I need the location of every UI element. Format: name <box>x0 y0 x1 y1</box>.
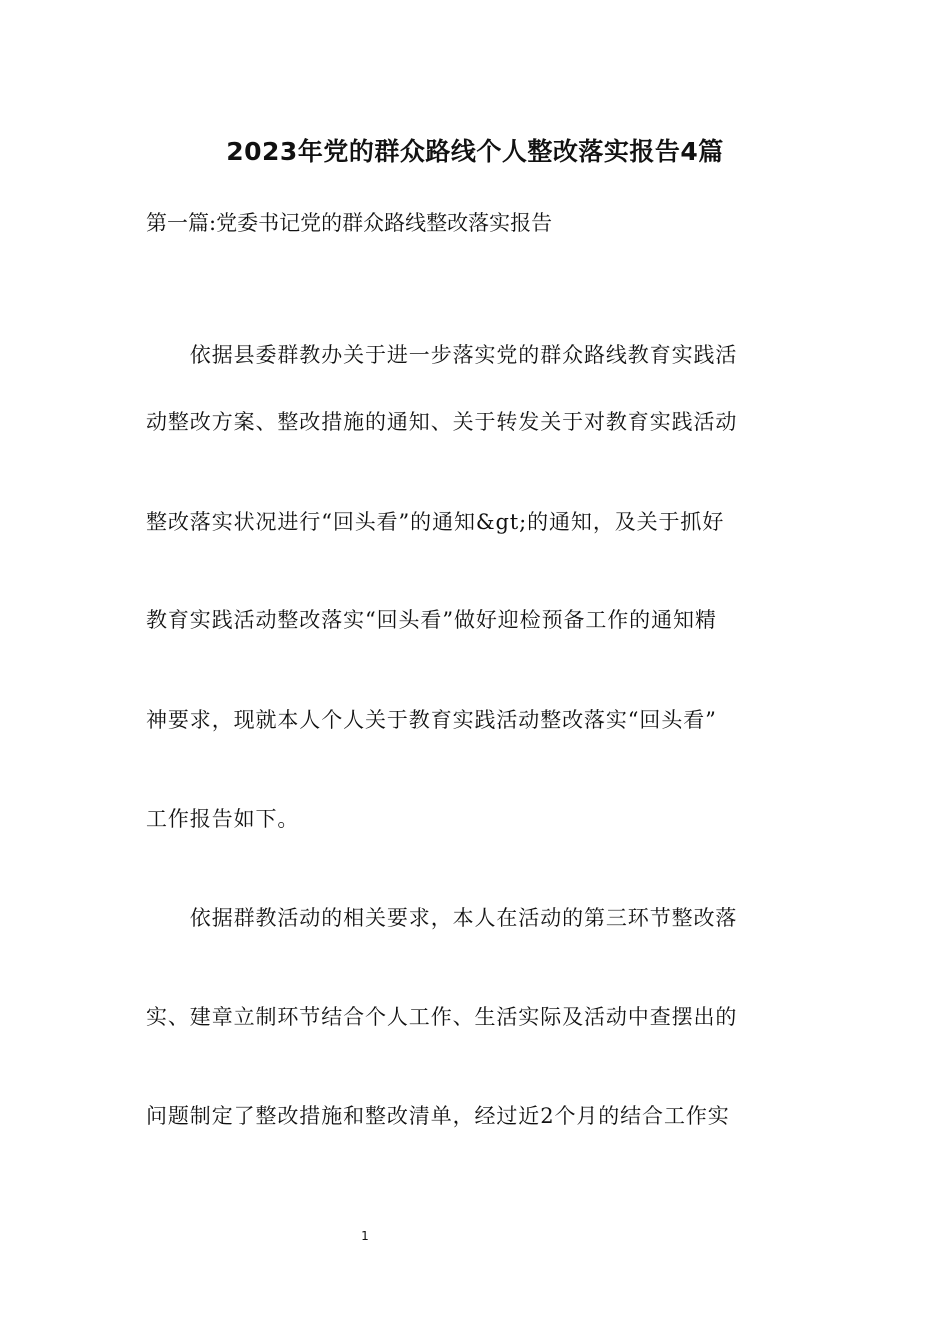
paragraph-line: 问题制定了整改措施和整改清单，经过近2个月的结合工作实 <box>146 1104 730 1128</box>
paragraph-line: 依据群教活动的相关要求，本人在活动的第三环节整改落 <box>146 906 738 930</box>
paragraph-line: 神要求，现就本人个人关于教育实践活动整改落实“回头看” <box>146 708 717 732</box>
paragraph-line: 依据县委群教办关于进一步落实党的群众路线教育实践活 <box>146 343 738 367</box>
paragraph-line: 教育实践活动整改落实“回头看”做好迎检预备工作的通知精 <box>146 608 717 632</box>
document-title: 2023年党的群众路线个人整改落实报告4篇 <box>226 137 724 166</box>
paragraph-line: 整改落实状况进行“回头看”的通知&gt;的通知，及关于抓好 <box>146 510 725 534</box>
section-subtitle: 第一篇:党委书记党的群众路线整改落实报告 <box>146 211 553 235</box>
page-number: 1 <box>361 1229 369 1243</box>
paragraph-line: 工作报告如下。 <box>146 807 300 831</box>
paragraph-line: 实、建章立制环节结合个人工作、生活实际及活动中查摆出的 <box>146 1005 738 1029</box>
paragraph-line: 动整改方案、整改措施的通知、关于转发关于对教育实践活动 <box>146 410 738 434</box>
